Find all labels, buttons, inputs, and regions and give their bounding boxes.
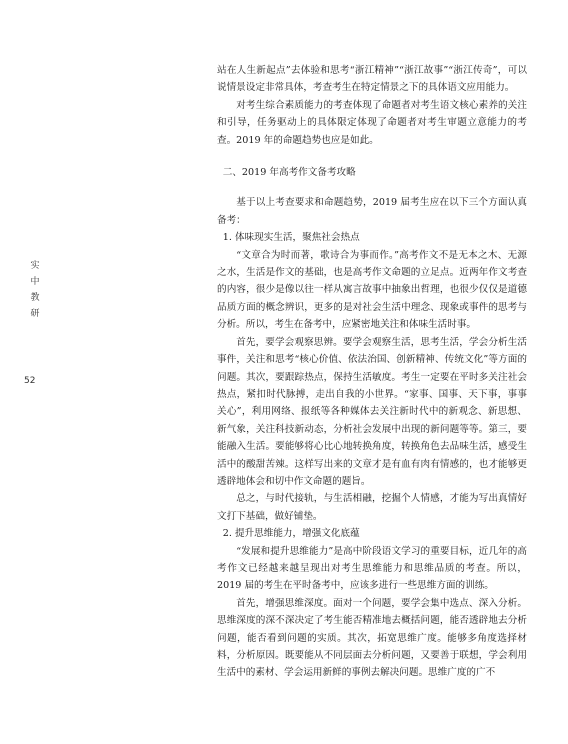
- sidebar-char: 研: [30, 309, 40, 319]
- sidebar-char: 实: [30, 261, 40, 271]
- paragraph: “发展和提升思维能力”是高中阶段语文学习的重要目标，近几年的高考作文已经越来越呈现出对考生思维能力和思维品质的考查。所以，2019 届的考生在平时备考中，应该多进行一些思维方面的训练。: [217, 545, 527, 592]
- article-body: [217, 62, 527, 682]
- sidebar-char: 中: [30, 277, 40, 287]
- paragraph: 首先，要学会观察思辨。要学会观察生活，思考生活，学会分析生活事件，关注和思考“核心价值、依法治国、创新精神、传统文化”等方面的问题。其次，要跟踪热点，保持生活敏度。考生一定要在平时多关注社会热点，紧扣时代脉搏，走出自我的小世界。“家事、国事、天下事，事事关心”，利用网络、报纸等各种媒体去关注新时代中的新观念、新思想、新气象，关注科技新动态，分析社会发展中出现的新问题等等。第三，要能融入生活。要能够将心比心地转换角度，转换角色去品味生活，感受生活中的酸甜苦辣。这样写出来的文章才是有血有肉有情感的，也才能够更透辟地体会和切中作文命题的题旨。: [217, 336, 527, 487]
- paragraph: 对考生综合素质能力的考查体现了命题者对考生语文核心素养的关注和引导，任务驱动上的具体限定体现了命题者对考生审题立意能力的考查。2019 年的命题趋势也应是如此。: [217, 99, 527, 146]
- paragraph: 总之，与时代接轨，与生活相融，挖掘个人情感，才能为写出真情好文打下基础，做好铺垫。: [217, 493, 527, 522]
- paragraph: 首先，增强思维深度。面对一个问题，要学会集中选点、深入分析。思维深度的深不深决定了考生能否精准地去概括问题，能否透辟地去分析问题，能否看到问题的实质。其次，拓宽思维广度。能够多角度选择材料，分析原因。既要能从不同层面去分析问题，又要善于联想，学会利用生活中的素材、学会运用新鲜的事例去解决问题。思维广度的广不: [217, 597, 527, 679]
- sidebar-char: 教: [30, 293, 40, 303]
- page-number: 52: [24, 376, 36, 386]
- section-heading: 二、2019 年高考作文备考攻略: [222, 167, 356, 179]
- sidebar-vertical-label: [28, 258, 42, 322]
- subheading: 2. 提升思维能力，增强文化底蕴: [222, 528, 360, 540]
- paragraph: “文章合为时而著，歌诗合为事而作。”高考作文不是无本之木、无源之水，生活是作文的基础，也是高考作文命题的立足点。近两年作文考查的内容，很少是像以往一样从寓言故事中抽象出哲理，也很少仅仅是道德品质方面的概念辨识，更多的是对社会生活中理念、现象或事件的思考与分析。所以，考生在备考中，应紧密地关注和体味生活时事。: [217, 249, 527, 331]
- paragraph: 站在人生新起点”去体验和思考“浙江精神”“浙江故事”“浙江传奇”，可以说情景设定非常具体，考查考生在特定情景之下的具体语文应用能力。: [217, 65, 527, 94]
- paragraph: 基于以上考查要求和命题趋势，2019 届考生应在以下三个方面认真备考：: [217, 197, 527, 226]
- subheading: 1. 体味现实生活，聚焦社会热点: [222, 232, 360, 244]
